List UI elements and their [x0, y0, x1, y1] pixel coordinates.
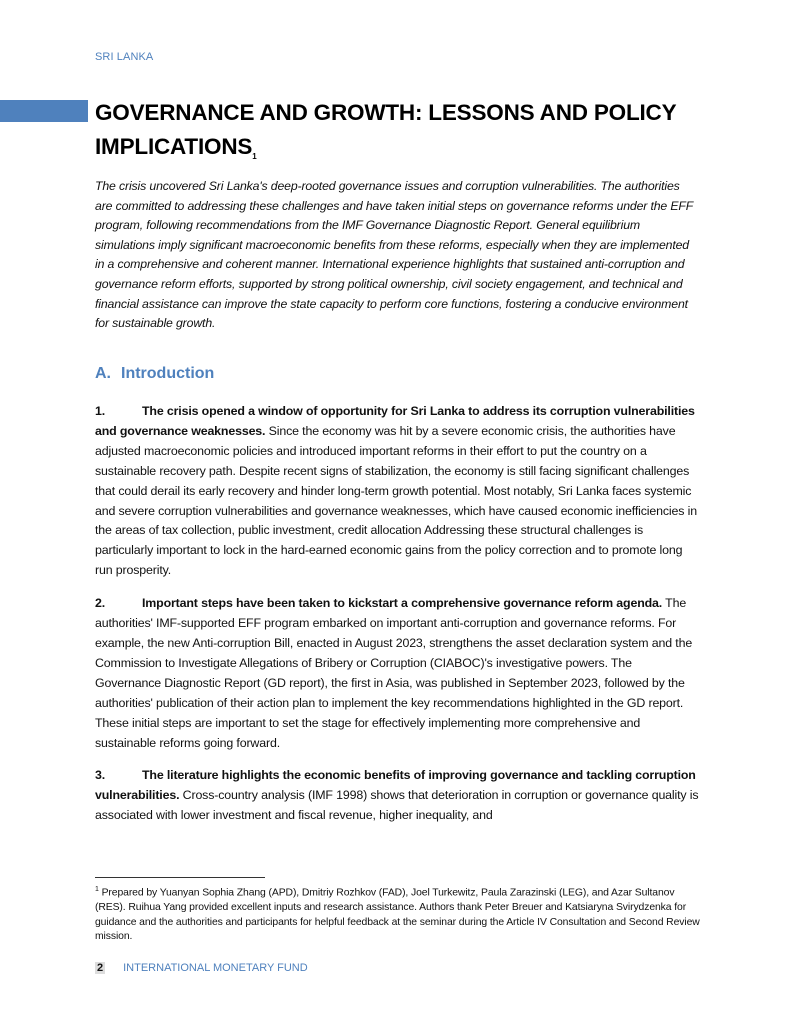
paragraph-lead: The literature highlights the economic benefits of improving governance and tackling corruption vulnerabilities. [95, 768, 696, 803]
section-letter: A. [95, 365, 111, 382]
footnote-divider [95, 877, 265, 878]
paragraph-number: 3. [95, 768, 106, 783]
footnote-number: 1 [95, 886, 99, 893]
running-header: SRI LANKA [95, 51, 154, 63]
paragraph-lead: The crisis opened a window of opportunity for Sri Lanka to address its corruption vulnerabilities and governance weaknesses. [95, 404, 695, 438]
title-text: GOVERNANCE AND GROWTH: LESSONS AND POLICY IMPLICATIONS [95, 100, 676, 159]
body-text [95, 402, 700, 839]
paragraph-number: 1. [95, 404, 106, 418]
section-title: Introduction [121, 365, 215, 382]
footer-org: INTERNATIONAL MONETARY FUND [123, 962, 308, 974]
footnote-ref[interactable]: 1 [252, 152, 257, 161]
page-footer [95, 962, 308, 974]
abstract: The crisis uncovered Sri Lanka's deep-rooted governance issues and corruption vulnerabilities. The authorities are committed to addressing these challenges and have taken initial steps on governance reforms under the EFF program, following recommendations from the IMF Governance Diagnostic Report. General equilibrium simulations imply significant macroeconomic benefits from these reforms, especially when they are implemented in a comprehensive and coherent manner. International experience highlights that sustained anti-corruption and governance reform efforts, supported by strong political ownership, civil society engagement, and technical and financial assistance can improve the state capacity to perform core functions, fostering a conducive environment for sustainable growth. [95, 179, 693, 331]
footnote [95, 883, 700, 945]
paragraph-number: 2. [95, 596, 106, 611]
paragraph-body: Cross-country analysis (IMF 1998) shows that deterioration in corruption or governance quality is associated with lower investment and fiscal revenue, higher inequality, and [95, 788, 699, 823]
paragraph [95, 402, 700, 581]
footnote-text: Prepared by Yuanyan Sophia Zhang (APD), Dmitriy Rozhkov (FAD), Joel Turkewitz, Paula Zarazinski (LEG), and Azar Sultanov (RES). Ruihua Yang provided excellent inputs and research assistance. Authors thank Peter Breuer and Katsiaryna Svirydzenka for guidance and the authorities and participants for helpful feedback at the seminar during the Article IV Consultation and Second Review mission. [95, 887, 700, 943]
paragraph-body: The authorities' IMF-supported EFF program embarked on important anti-corruption and governance reforms. For example, the new Anti-corruption Bill, enacted in August 2023, strengthens the asset declaration system and the Commission to Investigate Allegations of Bribery or Corruption (CIABOC)'s investigative powers. The Governance Diagnostic Report (GD report), the first in Asia, was published in September 2023, followed by the authorities' publication of their action plan to implement the key recommendations highlighted in the GD report. These initial steps are important to set the stage for effectively implementing more comprehensive and sustainable reforms going forward. [95, 596, 693, 750]
paragraph [95, 594, 700, 753]
paragraph-lead: Important steps have been taken to kickstart a comprehensive governance reform agenda. [142, 596, 663, 611]
page-number: 2 [97, 962, 104, 974]
title-accent-bar [0, 100, 88, 122]
section-heading [95, 365, 214, 383]
paragraph-body: Since the economy was hit by a severe economic crisis, the authorities have adjusted macroeconomic policies and introduced important reforms in their effort to put the country on a sustainable recovery path. Despite recent signs of stabilization, the economy is still facing significant challenges that could derail its early recovery and hinder long-term growth potential. Most notably, Sri Lanka faces systemic and severe corruption vulnerabilities and governance weaknesses, which have caused economic inefficiencies in the areas of tax collection, public investment, credit allocation Addressing these structural challenges is particularly important to lock in the hard-earned economic gains from the policy correction and to promote long run prosperity. [95, 423, 697, 578]
paragraph [95, 766, 700, 826]
page-title [95, 96, 715, 164]
